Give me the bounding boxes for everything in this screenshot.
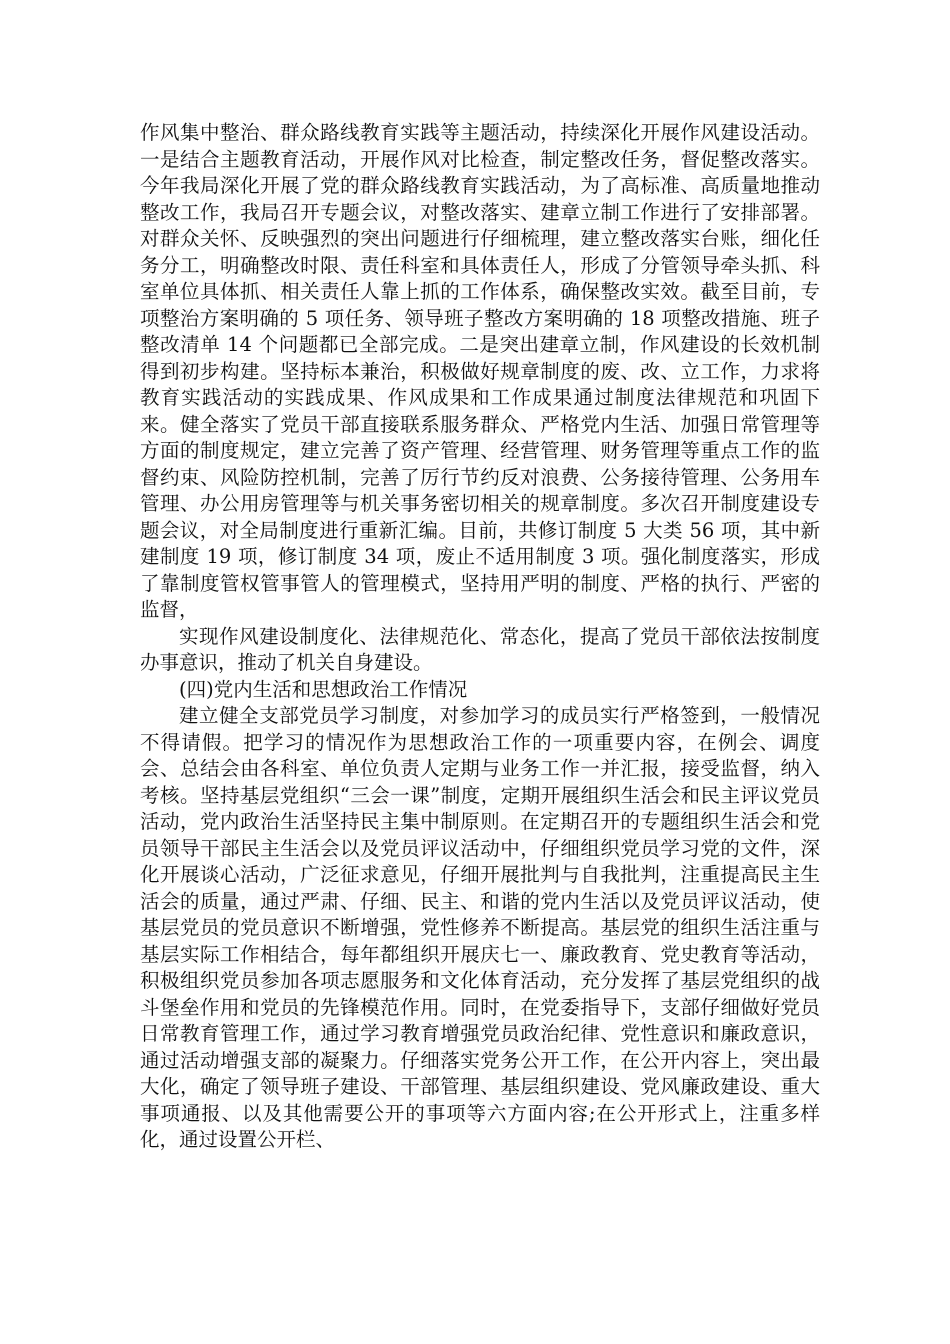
paragraph-party-study-system: 建立健全支部党员学习制度，对参加学习的成员实行严格签到，一般情况不得请假。把学习的情况作为思想政治工作的一项重要内容，在例会、调度会、总结会由各科室、单位负责人定期与业务工作一并汇报，接受监督，纳入考核。坚持基层党组织“三会一课”制度，定期开展组织生活会和民主评议党员活动，党内政治生活坚持民主集中制原则。在定期召开的专题组织生活会和党员领导干部民主生活会以及党员评议活动中，仔细组织党员学习党的文件，深化开展谈心活动，广泛征求意见，仔细开展批判与自我批判，注重提高民主生活会的质量，通过严肃、仔细、民主、和谐的党内生活以及党员评议活动，使基层党员的党员意识不断增强，党性修养不断提高。基层党的组织生活注重与基层实际工作相结合，每年都组织开展庆七一、廉政教育、党史教育等活动，积极组织党员参加各项志愿服务和文化体育活动，充分发挥了基层党组织的战斗堡垒作用和党员的先锋模范作用。同时，在党委指导下，支部仔细做好党员日常教育管理工作，通过学习教育增强党员政治纪律、党性意识和廉政意识，通过活动增强支部的凝聚力。仔细落实党务公开工作，在公开内容上，突出最大化，确定了领导班子建设、干部管理、基层组织建设、党风廉政建设、重大事项通报、以及其他需要公开的事项等六方面内容;在公开形式上，注重多样化，通过设置公开栏、 bbox=[140, 704, 820, 1151]
paragraph-institutionalization: 实现作风建设制度化、法律规范化、常态化，提高了党员干部依法按制度办事意识，推动了机关自身建设。 bbox=[140, 624, 820, 674]
section-heading-party-life: (四)党内生活和思想政治工作情况 bbox=[179, 677, 468, 701]
document-body bbox=[140, 120, 820, 1154]
paragraph-continued-work-style: 作风集中整治、群众路线教育实践等主题活动，持续深化开展作风建设活动。一是结合主题教育活动，开展作风对比检查，制定整改任务，督促整改落实。今年我局深化开展了党的群众路线教育实践活动，为了高标准、高质量地推动整改工作，我局召开专题会议，对整改落实、建章立制工作进行了安排部署。对群众关怀、反映强烈的突出问题进行仔细梳理，建立整改落实台账，细化任务分工，明确整改时限、责任科室和具体责任人，形成了分管领导牵头抓、科室单位具体抓、相关责任人靠上抓的工作体系，确保整改实效。截至目前，专项整治方案明确的 5 项任务、领导班子整改方案明确的 18 项整改措施、班子整改清单 14 个问题都已全部完成。二是突出建章立制，作风建设的长效机制得到初步构建。坚持标本兼治，积极做好规章制度的废、改、立工作，力求将教育实践活动的实践成果、作风成果和工作成果通过制度法律规范和巩固下来。健全落实了党员干部直接联系服务群众、严格党内生活、加强日常管理等方面的制度规定，建立完善了资产管理、经营管理、财务管理等重点工作的监督约束、风险防控机制，完善了厉行节约反对浪费、公务接待管理、公务用车管理、办公用房管理等与机关事务密切相关的规章制度。多次召开制度建设专题会议，对全局制度进行重新汇编。目前，共修订制度 5 大类 56 项，其中新建制度 19 项，修订制度 34 项，废止不适用制度 3 项。强化制度落实，形成了靠制度管权管事管人的管理模式，坚持用严明的制度、严格的执行、严密的监督， bbox=[140, 121, 820, 621]
